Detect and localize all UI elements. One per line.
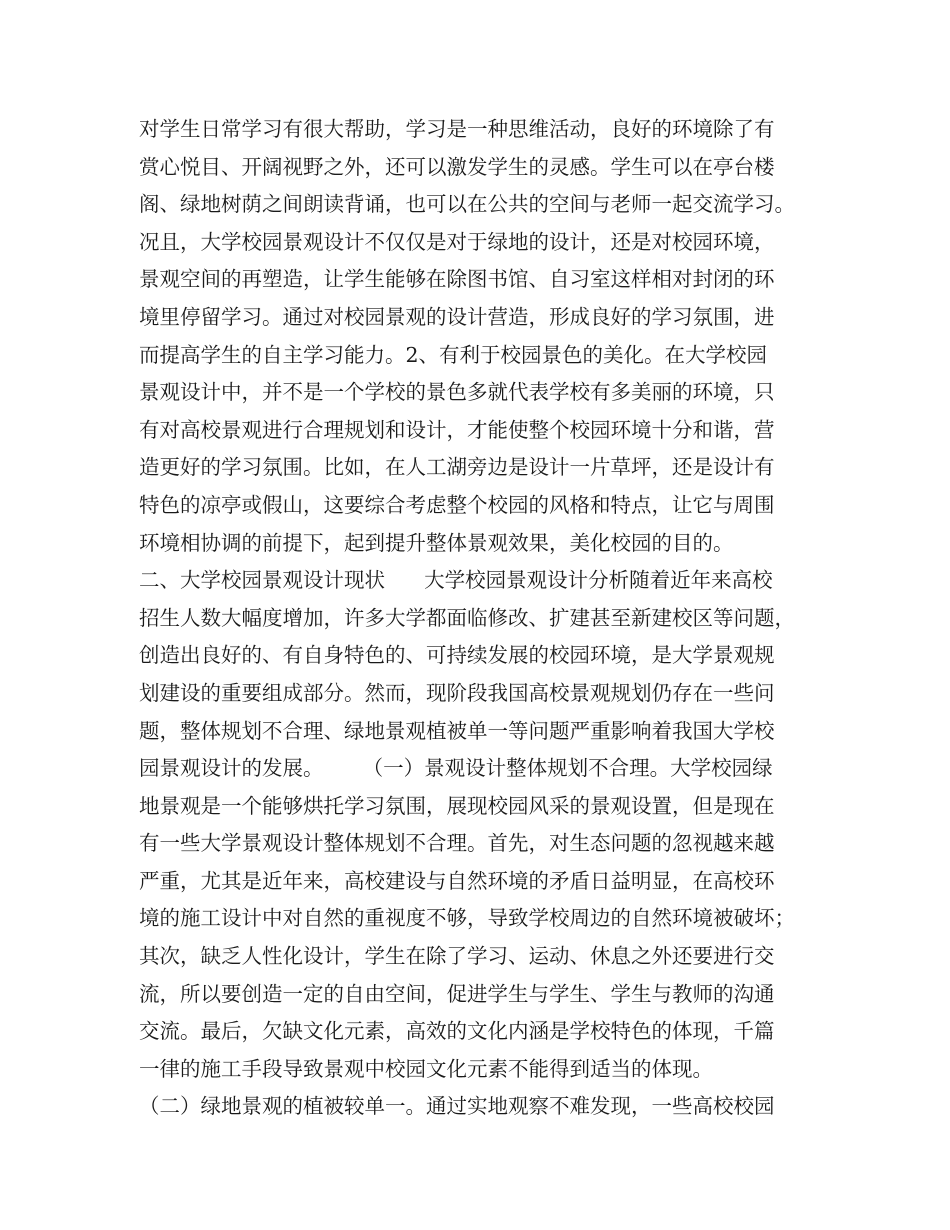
text-line: 赏心悦目、开阔视野之外，还可以激发学生的灵感。学生可以在亭台楼 (139, 154, 775, 179)
text-line: 流，所以要创造一定的自由空间，促进学生与学生、学生与教师的沟通 (139, 981, 775, 1006)
text-line: 环境相协调的前提下，起到提升整体景观效果，美化校园的目的。 (139, 530, 734, 555)
text-line: 有一些大学景观设计整体规划不合理。首先，对生态问题的忽视越来越 (139, 831, 775, 856)
text-line: 对学生日常学习有很大帮助，学习是一种思维活动，良好的环境除了有 (139, 117, 775, 141)
text-line: 而提高学生的自主学习能力。2、有利于校园景色的美化。在大学校园 (139, 342, 768, 367)
text-line: 有对高校景观进行合理规划和设计，才能使整个校园环境十分和谐，营 (139, 417, 775, 442)
text-line: 造更好的学习氛围。比如，在人工湖旁边是设计一片草坪，还是设计有 (139, 455, 775, 480)
text-line: 阁、绿地树荫之间朗读背诵，也可以在公共的空间与老师一起交流学习。 (139, 192, 795, 217)
text-line: 题，整体规划不合理、绿地景观植被单一等问题严重影响着我国大学校 (139, 718, 775, 743)
text-line: 一律的施工手段导致景观中校园文化元素不能得到适当的体现。 (139, 1056, 713, 1081)
subsection-heading-line: 园景观设计的发展。 （一）景观设计整体规划不合理。大学校园绿 (139, 756, 773, 781)
text-line: 创造出良好的、有自身特色的、可持续发展的校园环境，是大学景观规 (139, 643, 775, 668)
body-text (139, 111, 829, 1126)
text-line: 其次，缺乏人性化设计，学生在除了学习、运动、休息之外还要进行交 (139, 944, 775, 969)
text-line: 特色的凉亭或假山，这要综合考虑整个校园的风格和特点，让它与周围 (139, 492, 775, 517)
subsection-heading-line: （二）绿地景观的植被较单一。通过实地观察不难发现，一些高校校园 (139, 1094, 775, 1119)
text-line: 境里停留学习。通过对校园景观的设计营造，形成良好的学习氛围，进 (139, 304, 775, 329)
text-line: 况且，大学校园景观设计不仅仅是对于绿地的设计，还是对校园环境， (139, 229, 775, 254)
text-line: 景观空间的再塑造，让学生能够在除图书馆、自习室这样相对封闭的环 (139, 267, 775, 292)
text-line: 交流。最后，欠缺文化元素，高效的文化内涵是学校特色的体现，千篇 (139, 1019, 775, 1044)
text-line: 地景观是一个能够烘托学习氛围，展现校园风采的景观设置，但是现在 (139, 793, 775, 818)
text-line: 严重，尤其是近年来，高校建设与自然环境的矛盾日益明显，在高校环 (139, 868, 775, 893)
text-line: 景观设计中，并不是一个学校的景色多就代表学校有多美丽的环境，只 (139, 380, 775, 405)
text-line: 境的施工设计中对自然的重视度不够，导致学校周边的自然环境被破坏； (139, 906, 795, 931)
text-line: 划建设的重要组成部分。然而，现阶段我国高校景观规划仍存在一些问 (139, 680, 775, 705)
text-line: 招生人数大幅度增加，许多大学都面临修改、扩建甚至新建校区等问题， (139, 605, 795, 630)
section-heading-line: 二、大学校园景观设计现状 大学校园景观设计分析随着近年来高校 (139, 568, 773, 593)
